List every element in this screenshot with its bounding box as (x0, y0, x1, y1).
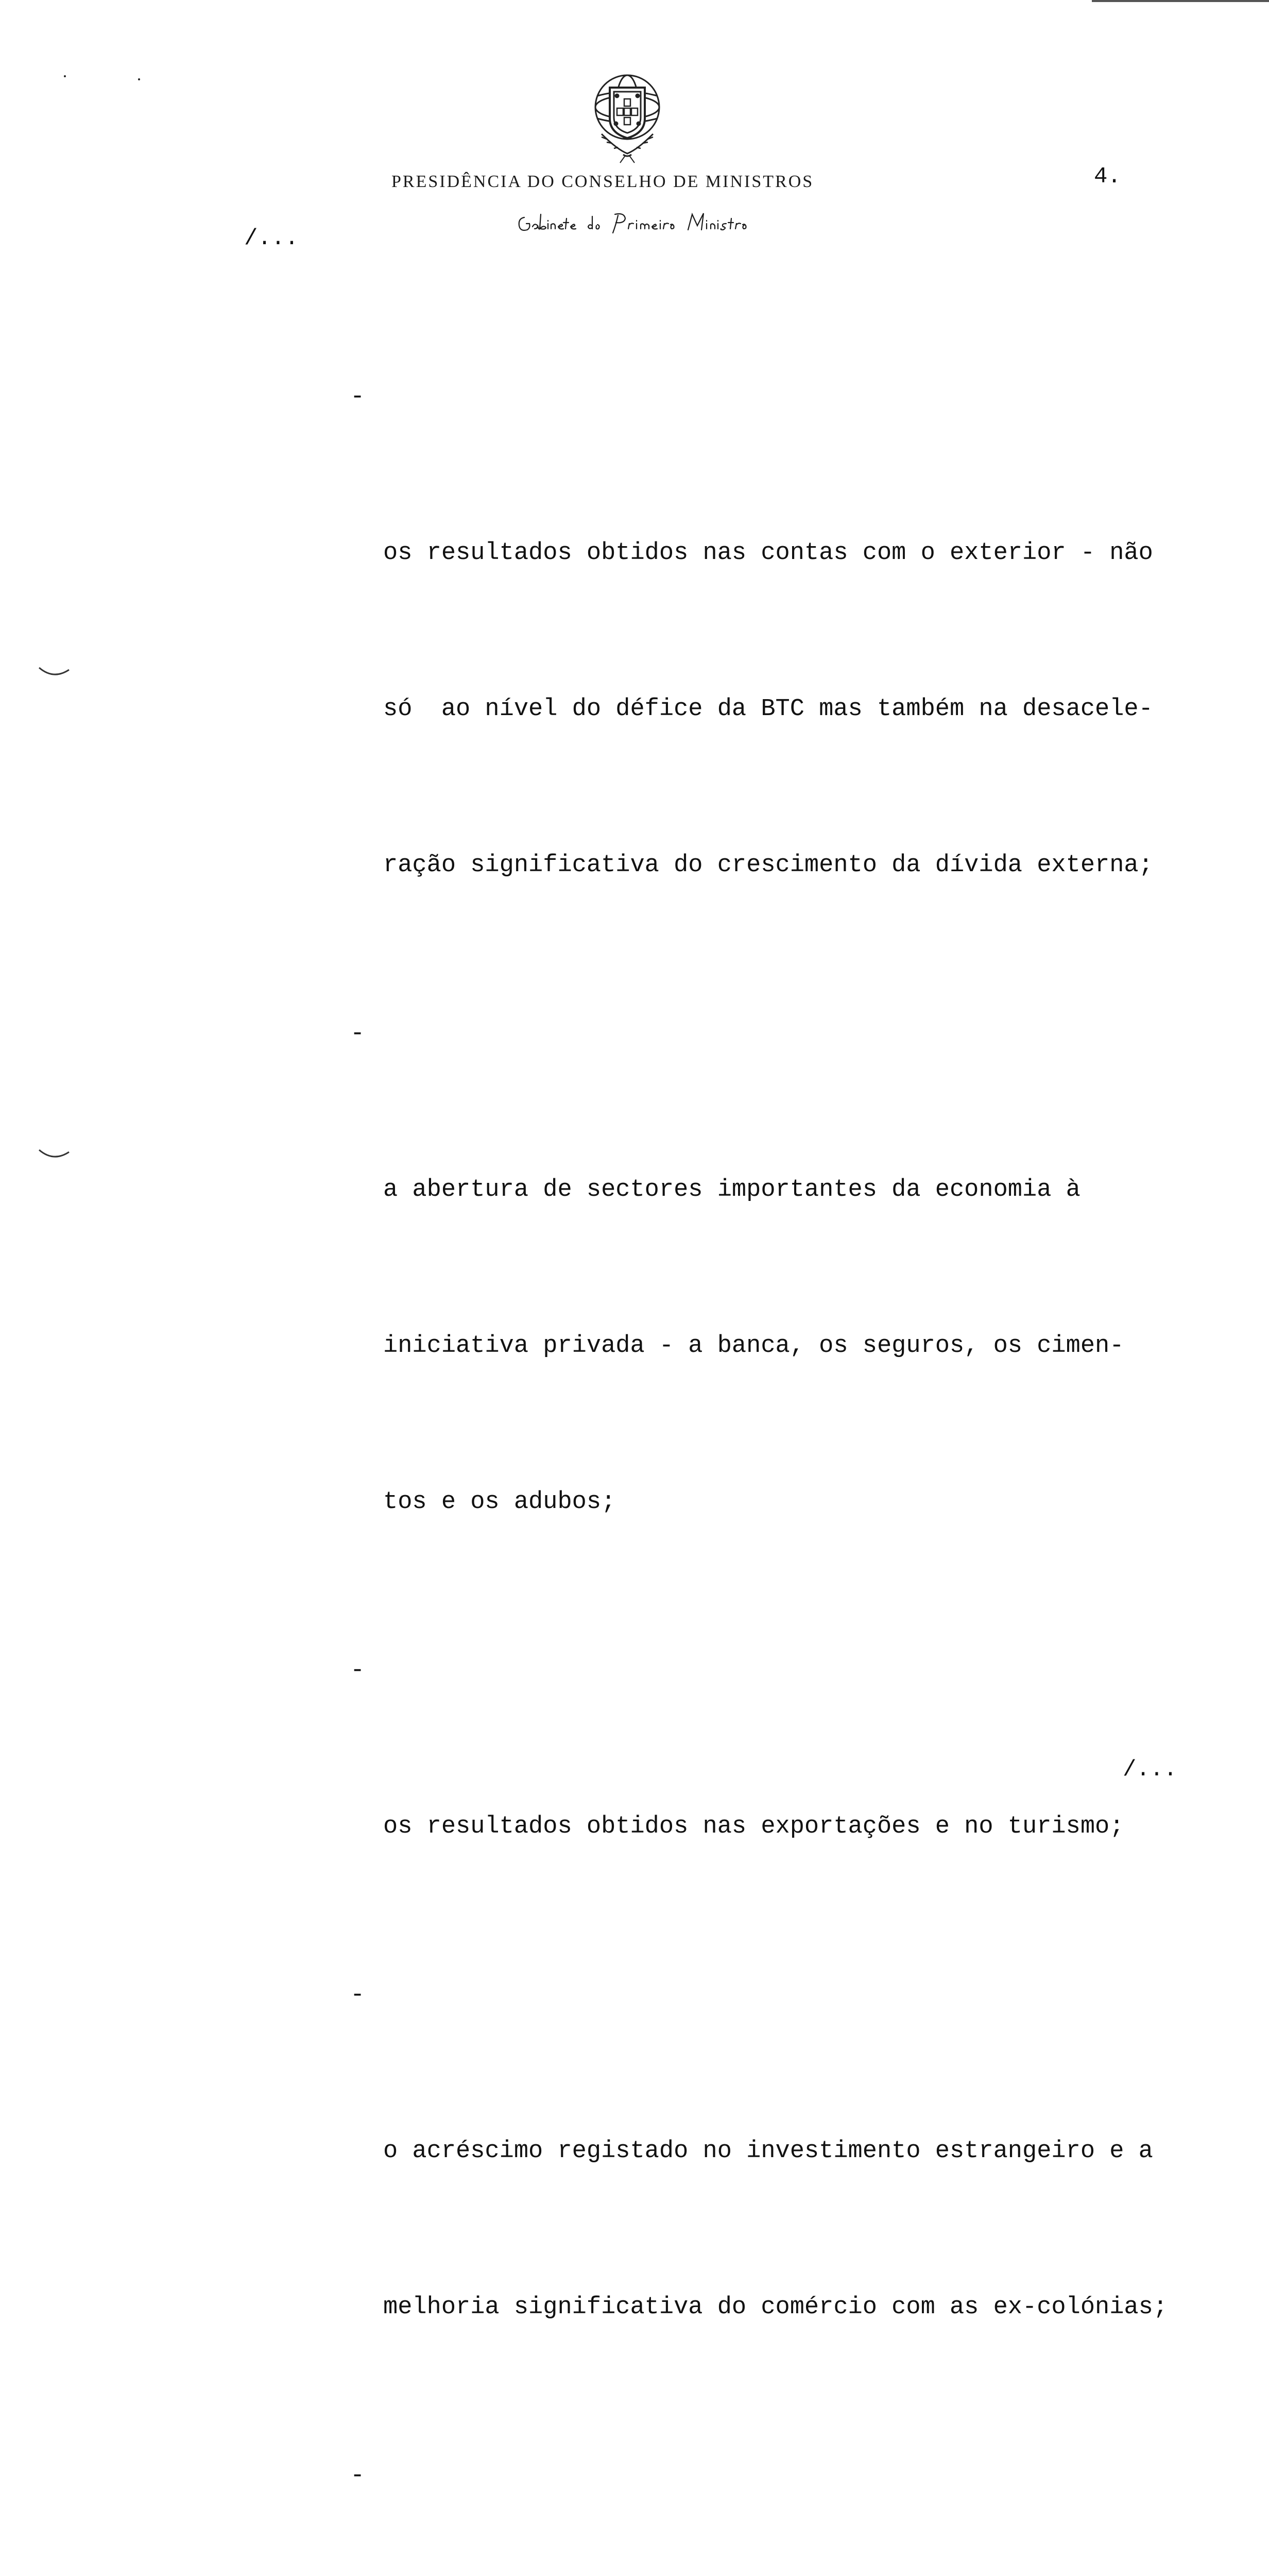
scan-speck (138, 78, 140, 80)
text-line: o acréscimo registado no investimento estrangeiro e a (383, 2138, 1153, 2165)
continued-from-marker: /... (244, 226, 299, 251)
achievements-list (350, 371, 1226, 2576)
office-script-wordmark (515, 207, 783, 240)
continues-to-marker: /... (1123, 1757, 1177, 1783)
scan-speck (64, 75, 66, 77)
margin-mark (36, 1147, 72, 1162)
list-bullet: - (350, 2462, 365, 2489)
top-edge-rule (1092, 0, 1269, 2)
list-item (350, 1969, 1226, 2437)
list-bullet: - (350, 1657, 365, 1684)
list-bullet: - (350, 383, 365, 411)
text-line: só ao nível do défice da BTC mas também na desacele- (383, 696, 1153, 723)
list-item (350, 1008, 1226, 1632)
text-line: ração significativa do crescimento da dívida externa; (383, 852, 1153, 879)
portuguese-coat-of-arms-icon (576, 67, 679, 170)
margin-mark (36, 665, 72, 680)
list-item (350, 1645, 1226, 1957)
page-number: 4. (1094, 164, 1121, 190)
text-line: iniciativa privada - a banca, os seguros, os cimen- (383, 1332, 1124, 1360)
text-line: os resultados obtidos nas contas com o exterior - não (383, 539, 1153, 567)
list-bullet: - (350, 1020, 365, 1047)
list-bullet: - (350, 1981, 365, 2009)
list-item (350, 371, 1226, 995)
list-item (350, 2450, 1226, 2576)
institution-heading: PRESIDÊNCIA DO CONSELHO DE MINISTROS (391, 172, 814, 191)
text-line: os resultados obtidos nas exportações e no turismo; (383, 1813, 1124, 1840)
text-line: tos e os adubos; (383, 1488, 616, 1516)
text-line: a abertura de sectores importantes da economia à (383, 1176, 1081, 1204)
text-line: melhoria significativa do comércio com as ex-colónias; (383, 2294, 1168, 2321)
